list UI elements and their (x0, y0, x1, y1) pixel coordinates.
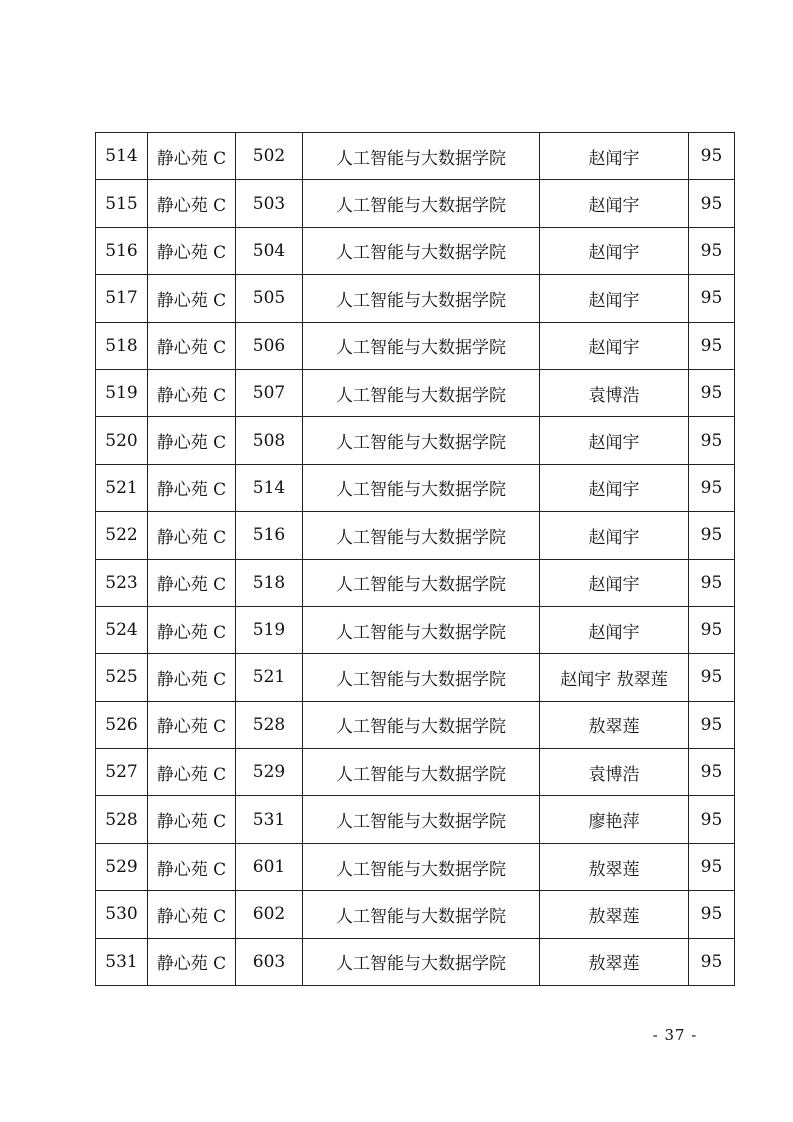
table-body (96, 133, 735, 986)
row-number-cell: 522 (96, 512, 148, 559)
inspector-cell: 赵闻宇 (540, 559, 689, 606)
score-cell: 95 (689, 227, 735, 274)
college-cell: 人工智能与大数据学院 (303, 559, 540, 606)
table-row (96, 891, 735, 938)
row-number-cell: 531 (96, 938, 148, 985)
college-cell: 人工智能与大数据学院 (303, 701, 540, 748)
row-number-cell: 514 (96, 133, 148, 180)
table-row (96, 227, 735, 274)
college-cell: 人工智能与大数据学院 (303, 749, 540, 796)
table-row (96, 938, 735, 985)
table-row (96, 559, 735, 606)
score-cell: 95 (689, 133, 735, 180)
table-row (96, 796, 735, 843)
college-cell: 人工智能与大数据学院 (303, 369, 540, 416)
room-number-cell: 531 (236, 796, 303, 843)
college-cell: 人工智能与大数据学院 (303, 322, 540, 369)
inspector-cell: 敖翠莲 (540, 938, 689, 985)
row-number-cell: 517 (96, 275, 148, 322)
room-number-cell: 529 (236, 749, 303, 796)
inspector-cell: 廖艳萍 (540, 796, 689, 843)
inspector-cell: 袁博浩 (540, 369, 689, 416)
building-cell: 静心苑 C (148, 891, 236, 938)
inspector-cell: 赵闻宇 (540, 512, 689, 559)
table-row (96, 180, 735, 227)
inspector-cell: 赵闻宇 (540, 180, 689, 227)
table-row (96, 417, 735, 464)
college-cell: 人工智能与大数据学院 (303, 464, 540, 511)
inspector-cell: 赵闻宇 敖翠莲 (540, 654, 689, 701)
table-row (96, 322, 735, 369)
building-cell: 静心苑 C (148, 938, 236, 985)
inspector-cell: 赵闻宇 (540, 133, 689, 180)
college-cell: 人工智能与大数据学院 (303, 796, 540, 843)
college-cell: 人工智能与大数据学院 (303, 843, 540, 890)
table-row (96, 275, 735, 322)
table-row (96, 606, 735, 653)
inspector-cell: 赵闻宇 (540, 417, 689, 464)
row-number-cell: 523 (96, 559, 148, 606)
building-cell: 静心苑 C (148, 749, 236, 796)
row-number-cell: 529 (96, 843, 148, 890)
row-number-cell: 515 (96, 180, 148, 227)
score-cell: 95 (689, 417, 735, 464)
table-row (96, 133, 735, 180)
table-row (96, 369, 735, 416)
room-number-cell: 521 (236, 654, 303, 701)
building-cell: 静心苑 C (148, 654, 236, 701)
college-cell: 人工智能与大数据学院 (303, 891, 540, 938)
score-cell: 95 (689, 606, 735, 653)
college-cell: 人工智能与大数据学院 (303, 275, 540, 322)
building-cell: 静心苑 C (148, 275, 236, 322)
table-row (96, 843, 735, 890)
building-cell: 静心苑 C (148, 180, 236, 227)
college-cell: 人工智能与大数据学院 (303, 654, 540, 701)
score-cell: 95 (689, 512, 735, 559)
room-number-cell: 506 (236, 322, 303, 369)
college-cell: 人工智能与大数据学院 (303, 606, 540, 653)
table-row (96, 701, 735, 748)
score-cell: 95 (689, 464, 735, 511)
college-cell: 人工智能与大数据学院 (303, 227, 540, 274)
inspector-cell: 赵闻宇 (540, 606, 689, 653)
building-cell: 静心苑 C (148, 701, 236, 748)
room-number-cell: 519 (236, 606, 303, 653)
page-number: - 37 - (652, 1026, 698, 1044)
building-cell: 静心苑 C (148, 369, 236, 416)
room-number-cell: 503 (236, 180, 303, 227)
score-cell: 95 (689, 701, 735, 748)
table-row (96, 749, 735, 796)
row-number-cell: 524 (96, 606, 148, 653)
building-cell: 静心苑 C (148, 843, 236, 890)
college-cell: 人工智能与大数据学院 (303, 417, 540, 464)
score-cell: 95 (689, 369, 735, 416)
inspector-cell: 敖翠莲 (540, 701, 689, 748)
building-cell: 静心苑 C (148, 796, 236, 843)
score-cell: 95 (689, 938, 735, 985)
row-number-cell: 518 (96, 322, 148, 369)
college-cell: 人工智能与大数据学院 (303, 512, 540, 559)
college-cell: 人工智能与大数据学院 (303, 133, 540, 180)
row-number-cell: 526 (96, 701, 148, 748)
row-number-cell: 528 (96, 796, 148, 843)
score-cell: 95 (689, 654, 735, 701)
table-row (96, 464, 735, 511)
inspector-cell: 赵闻宇 (540, 464, 689, 511)
score-cell: 95 (689, 559, 735, 606)
inspector-cell: 敖翠莲 (540, 843, 689, 890)
dormitory-score-table (95, 132, 735, 986)
inspector-cell: 赵闻宇 (540, 227, 689, 274)
building-cell: 静心苑 C (148, 606, 236, 653)
building-cell: 静心苑 C (148, 417, 236, 464)
inspector-cell: 袁博浩 (540, 749, 689, 796)
row-number-cell: 527 (96, 749, 148, 796)
row-number-cell: 519 (96, 369, 148, 416)
inspector-cell: 敖翠莲 (540, 891, 689, 938)
building-cell: 静心苑 C (148, 227, 236, 274)
table-row (96, 654, 735, 701)
room-number-cell: 601 (236, 843, 303, 890)
room-number-cell: 528 (236, 701, 303, 748)
score-cell: 95 (689, 322, 735, 369)
score-cell: 95 (689, 891, 735, 938)
table-row (96, 512, 735, 559)
building-cell: 静心苑 C (148, 322, 236, 369)
inspector-cell: 赵闻宇 (540, 275, 689, 322)
score-cell: 95 (689, 749, 735, 796)
room-number-cell: 603 (236, 938, 303, 985)
room-number-cell: 602 (236, 891, 303, 938)
room-number-cell: 507 (236, 369, 303, 416)
room-number-cell: 502 (236, 133, 303, 180)
building-cell: 静心苑 C (148, 464, 236, 511)
row-number-cell: 521 (96, 464, 148, 511)
building-cell: 静心苑 C (148, 559, 236, 606)
room-number-cell: 516 (236, 512, 303, 559)
row-number-cell: 516 (96, 227, 148, 274)
score-cell: 95 (689, 796, 735, 843)
room-number-cell: 505 (236, 275, 303, 322)
row-number-cell: 525 (96, 654, 148, 701)
building-cell: 静心苑 C (148, 512, 236, 559)
room-number-cell: 504 (236, 227, 303, 274)
room-number-cell: 514 (236, 464, 303, 511)
room-number-cell: 518 (236, 559, 303, 606)
inspector-cell: 赵闻宇 (540, 322, 689, 369)
college-cell: 人工智能与大数据学院 (303, 180, 540, 227)
score-cell: 95 (689, 843, 735, 890)
row-number-cell: 520 (96, 417, 148, 464)
row-number-cell: 530 (96, 891, 148, 938)
score-cell: 95 (689, 180, 735, 227)
score-cell: 95 (689, 275, 735, 322)
room-number-cell: 508 (236, 417, 303, 464)
college-cell: 人工智能与大数据学院 (303, 938, 540, 985)
building-cell: 静心苑 C (148, 133, 236, 180)
